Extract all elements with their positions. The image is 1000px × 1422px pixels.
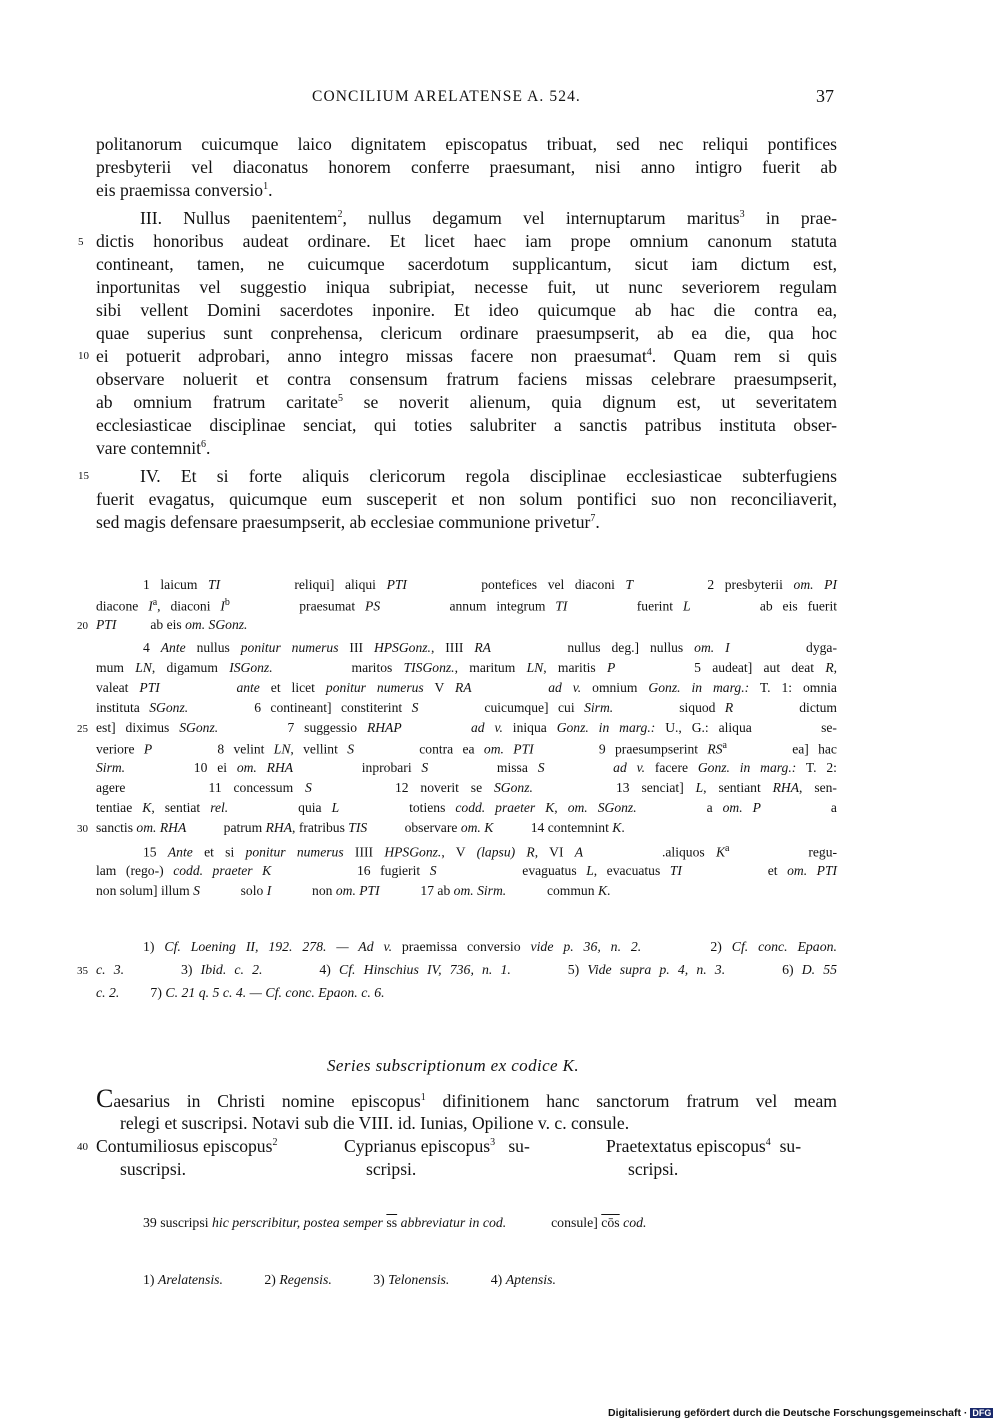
line-number-25: 25 [77,723,88,735]
body-line-8: sibi vellent Domini sacerdotes inponire. Et ideo quicumque ab hac die contra ea, [96,300,837,320]
line-number-15: 15 [78,470,89,482]
apparatus-line-1: 1 laicum TI reliqui] aliqui PTI pontefices vel diaconi T 2 presbyterii om. PI [143,577,837,592]
series-apparatus: 39 suscripsi hic perscribitur, postea semper $\overline{ss}$ abbreviatur in cod. consule] $\overline{cōs}$ cod. [143,1215,647,1230]
apparatus-line-9: veriore P 8 velint LN, vellint S contra ea om. PTI 9 praesumpserint $RS^a$ ea] hac [96,740,837,757]
series-footnotes: 1) Arelatensis. 2) Regensis. 3) Telonensis. 4) Aptensis. [143,1272,556,1287]
apparatus-line-13: sanctis om. RHA patrum RHA, fratribus TIS observare om. K 14 contemnint K. [96,820,625,835]
apparatus-line-4: 4 Ante nullus ponitur numerus III HPSGonz., IIII RA nullus deg.] nullus om. I dyga- [143,640,837,655]
body-line-1: politanorum cuicumque laico dignitatem episcopatus tribuat, sed nec reliqui pontifices [96,134,837,154]
apparatus-line-11: agere 11 concessum S 12 noverit se SGonz. 13 senciat] L, sentiant RHA, sen- [96,780,837,795]
subscriber-contumiliosus-suscripsi: suscripsi. [120,1159,186,1179]
body-line-17: sed magis defensare praesumpserit, ab ecclesiae communione privetur$^7$. [96,512,600,532]
body-line-12: ab omnium fratrum caritate$^5$ se noverit alienum, quia dignum est, ut severitatem [96,392,838,412]
body-line-10: ei potuerit adprobari, anno integro missas facere non praesumat$^4$. Quam rem si quis [96,346,837,366]
body-line-3: eis praemissa conversio$^1$. [96,180,273,200]
body-line-6: contineant, tamen, ne cuicumque sacerdotum supplicantum, sicut iam dictum est, [96,254,837,274]
subscriber-contumiliosus: Contumiliosus episcopus$^2$ [96,1136,278,1156]
apparatus-line-15: lam (rego-) codd. praeter K 16 fugierit S evaguatus L, evacuatus TI et om. PTI [96,863,838,878]
apparatus-line-8: est] diximus SGonz. 7 suggessio RHAP ad v. iniqua Gonz. in marg.: U., G.: aliqua se- [96,720,837,735]
line-number-5: 5 [78,236,84,248]
footnote-line-1: 1) Cf. Loening II, 192. 278. — Ad v. praemissa conversio vide p. 36, n. 2. 2) Cf. conc. Epaon. [143,939,837,954]
apparatus-line-7: instituta SGonz. 6 contineant] constiterint S cuicumque] cui Sirm. siquod R dictum [96,700,838,715]
body-line-11: observare noluerit et contra consensum fratrum faciens missas celebrare praesumpserit, [96,369,837,389]
body-line-14: vare contemnit$^6$. [96,438,211,458]
body-line-2: presbyterii vel diaconatus honorem conferre praesumant, nisi anno intigro fuerit ab [96,157,837,177]
apparatus-line-14: 15 Ante et si ponitur numerus IIII HPSGonz., V (lapsu) R, VI A .aliquos $K^a$ regu- [143,843,838,860]
subscriber-praetextatus-scripsi: scripsi. [628,1159,679,1179]
body-line-5: dictis honoribus audeat ordinare. Et licet haec iam prope omnium canonum statuta [96,231,837,251]
apparatus-line-12: tentiae K, sentiat rel. quia L totiens codd. praeter K, om. SGonz. a om. P a [96,800,837,815]
apparatus-line-5: mum LN, digamum ISGonz. maritos TISGonz., maritum LN, maritis P 5 audeat] aut deat R, [96,660,838,675]
line-number-30: 30 [77,823,88,835]
canon-iv-line-1: IV. Et si forte aliquis clericorum regola disciplinae ecclesiasticae subterfugiens [140,466,837,486]
apparatus-line-3: PTI ab eis om. SGonz. [96,617,248,632]
subscriber-cyprianus: Cyprianus episcopus$^3$ su- [344,1136,530,1156]
line-number-35: 35 [77,965,88,977]
body-line-13: ecclesiasticae disciplinae senciat, qui toties salubriter a sanctis patribus instituta obser- [96,415,837,435]
subscription-line-1: Caesarius in Christi nomine episcopus$^1$ difinitionem hanc sanctorum fratrum vel meam [96,1084,837,1113]
footnote-line-2: c. 3. 3) Ibid. c. 2. 4) Cf. Hinschius IV, 736, n. 1. 5) Vide supra p. 4, n. 3. 6) D. 55 [96,962,838,977]
page-number: 37 [816,86,834,106]
footnote-line-3: c. 2. 7) C. 21 q. 5 c. 4. — Cf. conc. Epaon. c. 6. [96,985,385,1000]
apparatus-line-2: diacone $I^a$, diaconi $I^b$ praesumat PS annum integrum TI fuerint L ab eis fuerit [96,597,838,614]
line-number-20: 20 [77,620,88,632]
subscriber-praetextatus: Praetextatus episcopus$^4$ su- [606,1136,802,1156]
apparatus-line-6: valeat PTI ante et licet ponitur numerus V RA ad v. omnium Gonz. in marg.: T. 1: omnia [96,680,837,695]
subscriber-cyprianus-scripsi: scripsi. [366,1159,417,1179]
body-line-16: fuerit evagatus, quicumque eum susceperit et non solum pontifici suo non reconciliaverit, [96,489,837,509]
series-title: Series subscriptionum ex codice K. [327,1056,580,1075]
canon-iii-line-1: III. Nullus paenitentem$^2$, nullus degamum vel internuptarum maritus$^3$ in prae- [140,208,837,228]
subscription-line-2: relegi et suscripsi. Notavi sub die VIII. id. Iunias, Opilione v. c. consule. [120,1113,630,1133]
running-title: CONCILIUM ARELATENSE A. 524. [312,88,581,105]
dfg-logo-icon: DFG [972,1408,992,1418]
digitization-credit: Digitalisierung gefördert durch die Deutsche Forschungsgemeinschaft · DFG [608,1407,992,1419]
line-number-10: 10 [78,350,89,362]
line-number-40: 40 [77,1141,88,1153]
body-line-7: inportunitas vel suggestio iniqua subripiat, necesse fuit, ut nunc severiorem regulam [96,277,837,297]
apparatus-line-10: Sirm. 10 ei om. RHA inprobari S missa S ad v. facere Gonz. in marg.: T. 2: [96,760,837,775]
apparatus-line-16: non solum] illum S solo I non om. PTI 17 ab om. Sirm. commun K. [96,883,611,898]
body-line-9: quae superius sunt conprehensa, clericum ordinare praesumpserit, ab ea die, qua hoc [96,323,837,343]
